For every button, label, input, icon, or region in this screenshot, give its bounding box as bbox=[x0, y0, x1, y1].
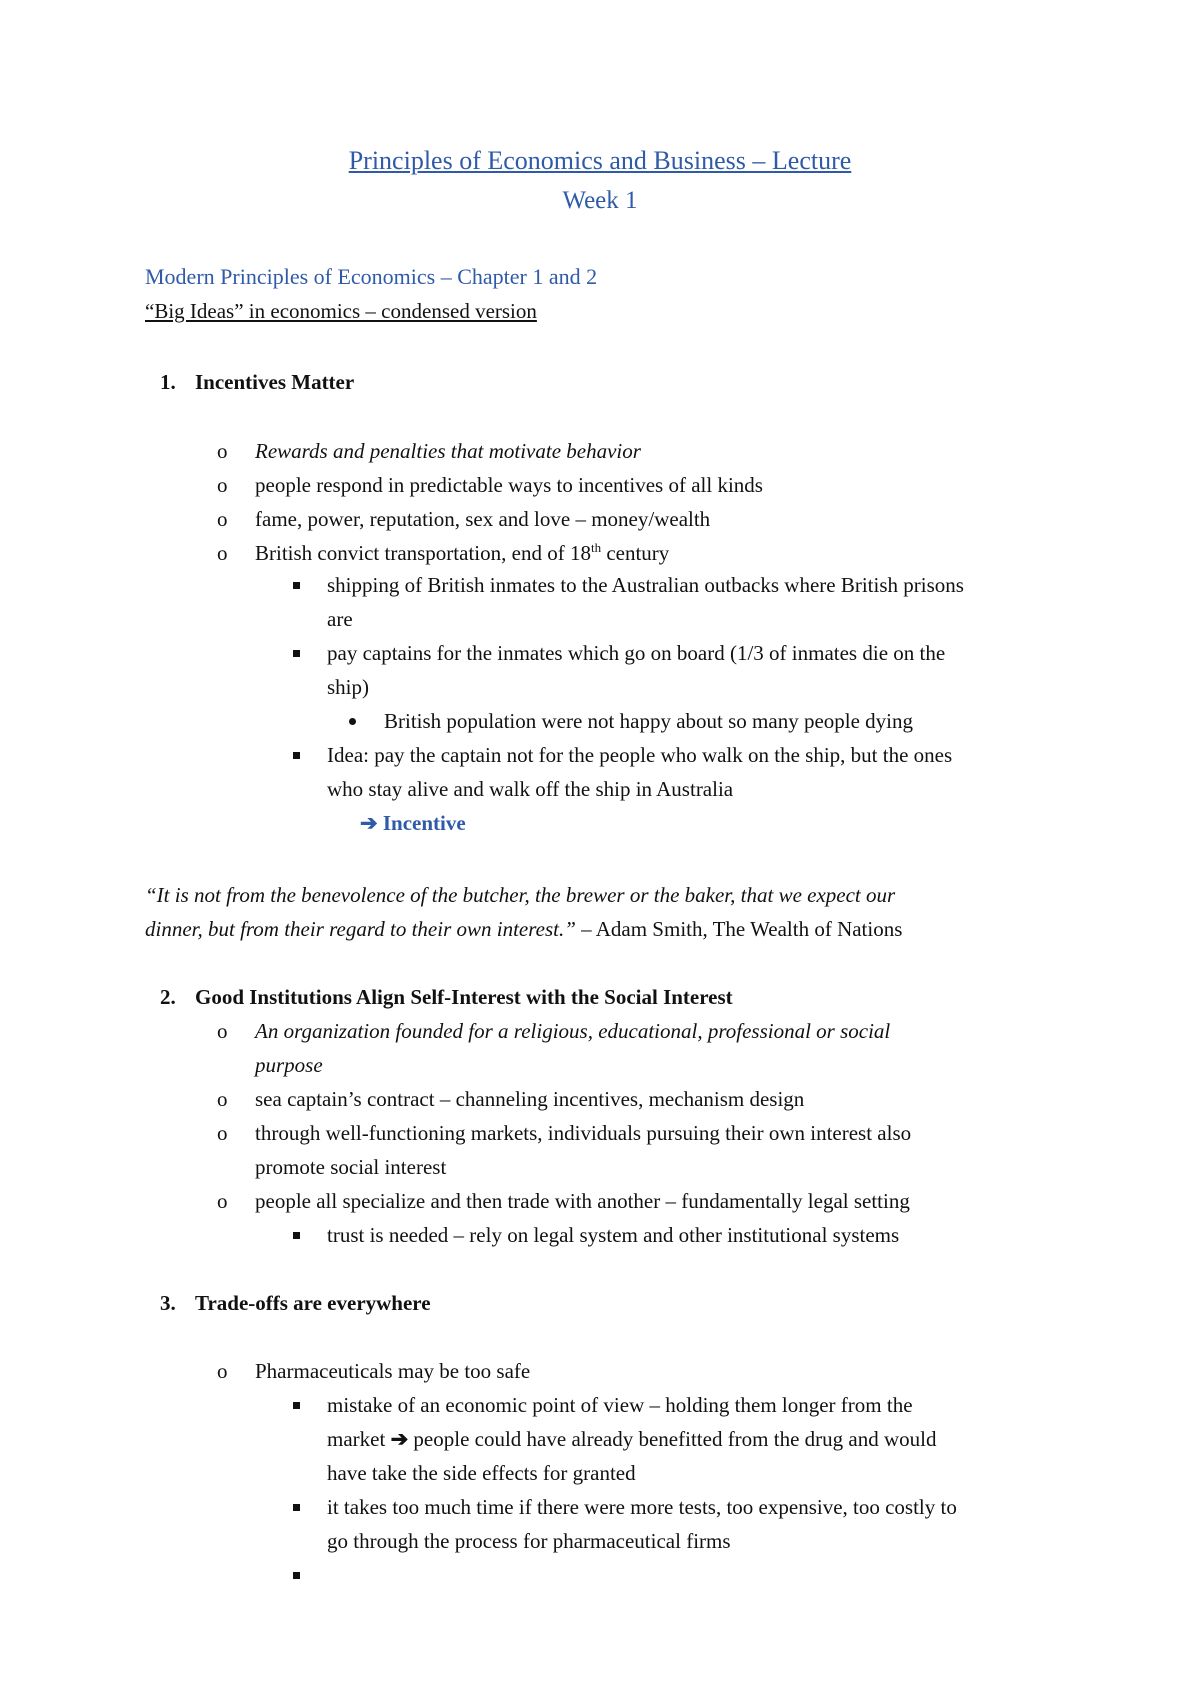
superscript: th bbox=[590, 540, 602, 555]
circle-bullet-icon: o bbox=[217, 1121, 228, 1145]
square-bullet-icon bbox=[293, 1402, 300, 1409]
list-item: British population were not happy about so many people dying bbox=[384, 709, 913, 733]
circle-bullet-icon: o bbox=[217, 439, 228, 463]
incentive-label: Incentive bbox=[382, 811, 466, 835]
quote-line: “It is not from the benevolence of the butcher, the brewer or the baker, that we expect our bbox=[145, 883, 896, 907]
list-item: shipping of British inmates to the Australian outbacks where British prisons bbox=[327, 573, 964, 597]
square-bullet-icon bbox=[293, 650, 300, 657]
section-heading: Incentives Matter bbox=[195, 370, 355, 394]
list-item: through well-functioning markets, individuals pursuing their own interest also bbox=[255, 1121, 912, 1145]
circle-bullet-icon: o bbox=[217, 1019, 228, 1043]
list-item: An organization founded for a religious, educational, professional or social bbox=[255, 1019, 891, 1043]
document-title: Principles of Economics and Business – Lecture bbox=[348, 146, 852, 175]
square-bullet-icon bbox=[293, 752, 300, 759]
dot-bullet-icon bbox=[349, 718, 356, 725]
list-item-continuation: purpose bbox=[255, 1053, 323, 1077]
quote-attribution: – Adam Smith, The Wealth of Nations bbox=[575, 917, 903, 941]
list-item: people respond in predictable ways to incentives of all kinds bbox=[255, 473, 763, 497]
section-number: 3. bbox=[160, 1291, 176, 1315]
section-heading: Trade-offs are everywhere bbox=[195, 1291, 431, 1315]
list-item: Pharmaceuticals may be too safe bbox=[255, 1359, 531, 1383]
week-label: Week 1 bbox=[562, 187, 638, 214]
square-bullet-icon bbox=[293, 1504, 300, 1511]
circle-bullet-icon: o bbox=[217, 1359, 228, 1383]
section-number: 2. bbox=[160, 985, 176, 1009]
list-item: it takes too much time if there were more tests, too expensive, too costly to bbox=[327, 1495, 957, 1519]
list-item: Rewards and penalties that motivate behavior bbox=[255, 439, 641, 463]
big-ideas-heading: “Big Ideas” in economics – condensed version bbox=[145, 299, 537, 323]
chapter-subtitle: Modern Principles of Economics – Chapter 1 and 2 bbox=[145, 264, 598, 289]
list-item: trust is needed – rely on legal system and other institutional systems bbox=[327, 1223, 900, 1247]
list-item-continuation: ship) bbox=[327, 675, 369, 699]
arrow-right-icon: ➔ bbox=[390, 1427, 409, 1451]
section-heading: Good Institutions Align Self-Interest with the Social Interest bbox=[195, 985, 733, 1009]
square-bullet-icon bbox=[293, 1572, 300, 1579]
circle-bullet-icon: o bbox=[217, 507, 228, 531]
list-item-continuation: market ➔ people could have already benefitted from the drug and would bbox=[327, 1427, 937, 1451]
quote-line: dinner, but from their regard to their own interest.” – Adam Smith, The Wealth of Nations bbox=[145, 917, 903, 941]
list-item-continuation: go through the process for pharmaceutical firms bbox=[327, 1529, 731, 1553]
list-item: mistake of an economic point of view – holding them longer from the bbox=[327, 1393, 913, 1417]
list-item: British convict transportation, end of 18th century bbox=[255, 540, 670, 565]
circle-bullet-icon: o bbox=[217, 473, 228, 497]
list-item-continuation: are bbox=[327, 607, 353, 631]
circle-bullet-icon: o bbox=[217, 1087, 228, 1111]
circle-bullet-icon: o bbox=[217, 541, 228, 565]
arrow-right-icon: ➔ bbox=[360, 811, 378, 835]
list-item-continuation: promote social interest bbox=[255, 1155, 447, 1179]
square-bullet-icon bbox=[293, 1232, 300, 1239]
list-item: Idea: pay the captain not for the people who walk on the ship, but the ones bbox=[327, 743, 953, 767]
circle-bullet-icon: o bbox=[217, 1189, 228, 1213]
list-item: sea captain’s contract – channeling incentives, mechanism design bbox=[255, 1087, 805, 1111]
section-number: 1. bbox=[160, 370, 176, 394]
list-item: pay captains for the inmates which go on board (1/3 of inmates die on the bbox=[327, 641, 946, 665]
list-item: fame, power, reputation, sex and love – money/wealth bbox=[255, 507, 711, 531]
list-item-continuation: have take the side effects for granted bbox=[327, 1461, 636, 1485]
list-item: people all specialize and then trade with another – fundamentally legal setting bbox=[255, 1189, 910, 1213]
square-bullet-icon bbox=[293, 582, 300, 589]
incentive-note bbox=[360, 808, 466, 838]
list-item-continuation: who stay alive and walk off the ship in Australia bbox=[327, 777, 734, 801]
